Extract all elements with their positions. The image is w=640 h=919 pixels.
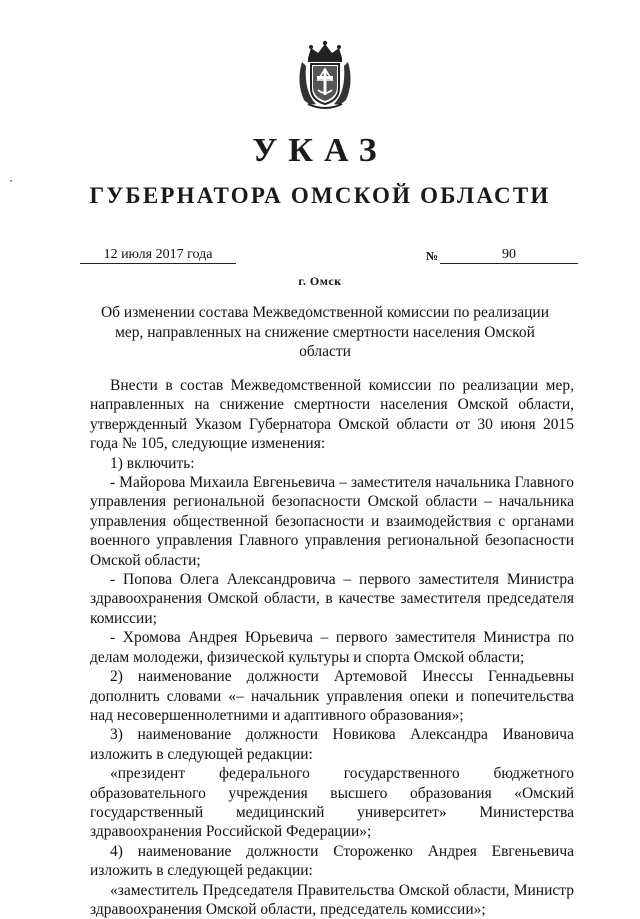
body-paragraph: «президент федерального государственного бюджетного образовательного учреждения высшего образования «Омский государственный медицинский университет» Министерства здравоохранения Российской Федерации»;	[90, 765, 574, 841]
body-paragraph: 3) наименование должности Новикова Александра Ивановича изложить в следующей редакции:	[90, 726, 574, 763]
body-paragraph: - Хромова Андрея Юрьевича – первого заместителя Министра по делам молодежи, физической культуры и спорта Омской области;	[90, 629, 574, 666]
decree-number: 90	[440, 247, 578, 264]
omsk-coat-of-arms-icon	[294, 40, 356, 112]
body-paragraph: - Попова Олега Александровича – первого заместителя Министра здравоохранения Омской области, в качестве заместителя председателя комиссии;	[90, 571, 574, 627]
decree-heading: Об изменении состава Межведомственной комиссии по реализации мер, направленных на снижение смертности населения Омской области	[100, 304, 550, 360]
body-paragraph: 1) включить:	[110, 454, 195, 472]
body-paragraph: 2) наименование должности Артемовой Инессы Геннадьевны дополнить словами «– начальник управления опеки и попечительства над несовершеннолетними и адаптивного образования»;	[90, 668, 574, 724]
decree-body	[90, 376, 574, 919]
body-paragraph: Внести в состав Межведомственной комиссии по реализации мер, направленных на снижение смертности населения Омской области, утвержденный Указом Губернатора Омской области от 30 июня 2015 года № 105, следующие изменения:	[90, 377, 574, 453]
city-label: г. Омск	[298, 274, 342, 288]
number-label: №	[426, 249, 439, 263]
body-paragraph: - Майорова Михаила Евгеньевича – заместителя начальника Главного управления региональной безопасности Омской области – начальника управления общественной безопасности и взаимодействия с органами военного управления Главного управления региональной безопасности Омской области;	[90, 474, 574, 569]
decree-date: 12 июля 2017 года	[80, 247, 236, 264]
scan-mark	[10, 180, 12, 182]
body-paragraph: «заместитель Председателя Правительства Омской области, Министр здравоохранения Омской области, председатель комиссии»;	[90, 881, 574, 918]
body-paragraph: 4) наименование должности Стороженко Андрея Евгеньевича изложить в следующей редакции:	[90, 842, 574, 880]
document-title: УКАЗ	[252, 132, 388, 169]
document-subtitle: ГУБЕРНАТОРА ОМСКОЙ ОБЛАСТИ	[89, 183, 551, 208]
